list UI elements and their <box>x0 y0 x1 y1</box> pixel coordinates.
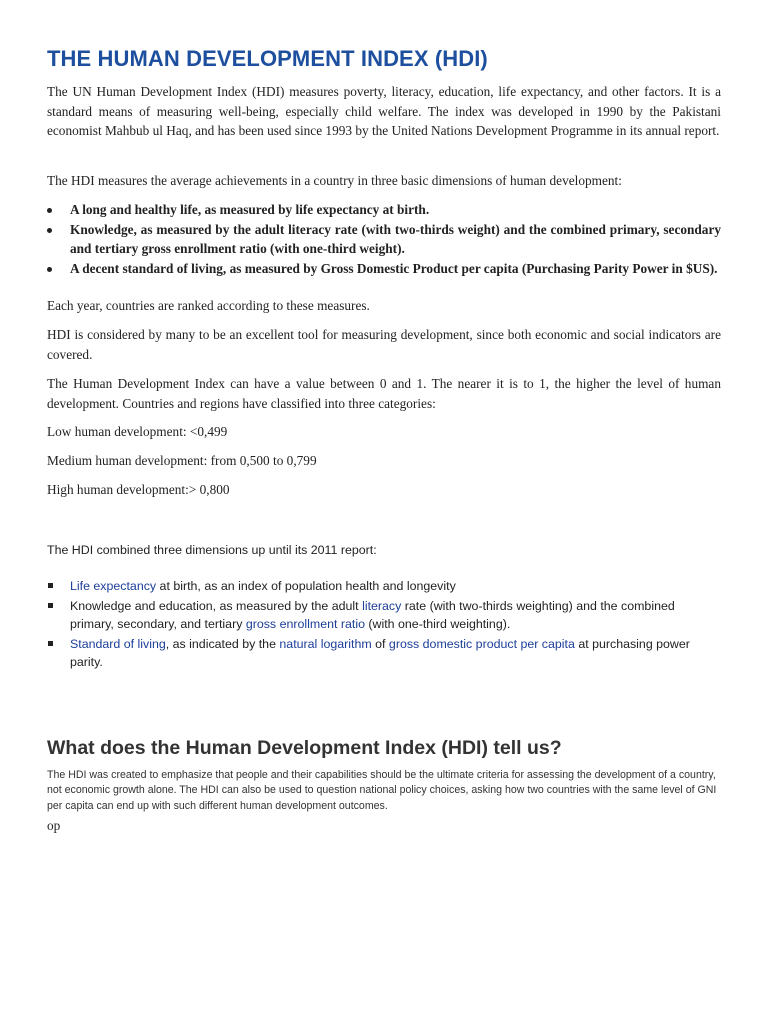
trailing-text: op <box>47 818 61 833</box>
natural-logarithm-link[interactable]: natural logarithm <box>279 636 372 651</box>
category-medium: Medium human development: from 0,500 to 0,799 <box>47 453 317 468</box>
bullet-icon <box>47 208 52 213</box>
combined-list <box>47 577 721 672</box>
range-paragraph: The Human Development Index can have a value between 0 and 1. The nearer it is to 1, the higher the level of human development. Countries and regions have classified into three categories: <box>47 376 721 411</box>
bullet-icon <box>47 267 52 272</box>
dimensions-list <box>47 200 721 278</box>
combined-intro: The HDI combined three dimensions up until its 2011 report: <box>47 543 377 557</box>
list-item: Standard of living, as indicated by the natural logarithm of gross domestic product per capita at purchasing power parity. <box>47 635 721 672</box>
intro-paragraph: The UN Human Development Index (HDI) measures poverty, literacy, education, life expectancy, and other factors. It is a standard means of measuring well-being, especially child welfare. The index was developed in 1990 by the Pakistani economist Mahbub ul Haq, and has been used since 1993 by the United Nations Development Programme in its annual report. <box>47 84 721 138</box>
page-title: THE HUMAN DEVELOPMENT INDEX (HDI) <box>47 46 488 71</box>
category-high: High human development:> 0,800 <box>47 482 230 497</box>
section-heading: What does the Human Development Index (HDI) tell us? <box>47 737 562 759</box>
square-bullet-icon <box>48 641 53 646</box>
life-expectancy-link[interactable]: Life expectancy <box>70 579 157 593</box>
standard-of-living-link[interactable]: Standard of living <box>70 636 166 651</box>
list-item: Life expectancy at birth, as an index of population health and longevity <box>47 577 721 596</box>
dimensions-intro: The HDI measures the average achievements in a country in three basic dimensions of human development: <box>47 173 622 188</box>
list-item: A decent standard of living, as measured by Gross Domestic Product per capita (Purchasing Parity Power in $US). <box>47 259 721 279</box>
bullet-icon <box>47 228 52 233</box>
tool-paragraph: HDI is considered by many to be an excellent tool for measuring development, since both economic and social indicators are covered. <box>47 327 721 362</box>
ranking-paragraph: Each year, countries are ranked according to these measures. <box>47 298 370 313</box>
gross-enrollment-ratio-link[interactable]: gross enrollment ratio <box>245 617 365 631</box>
square-bullet-icon <box>48 603 53 608</box>
category-low: Low human development: <0,499 <box>47 424 228 439</box>
list-item: A long and healthy life, as measured by life expectancy at birth. <box>47 200 721 220</box>
question-paragraph: The HDI was created to emphasize that people and their capabilities should be the ultimate criteria for assessing the development of a country, not economic growth alone. The HDI can also be used to question national policy choices, asking how two countries with the same level of GNI per capita can end up with such different human development outcomes. <box>47 769 717 812</box>
literacy-link[interactable]: literacy <box>362 598 402 613</box>
list-item: Knowledge and education, as measured by the adult literacy rate (with two-thirds weighting) and the combined primary, secondary, and tertiary gross enrollment ratio (with one-third weighting). <box>47 597 721 634</box>
list-item: Knowledge, as measured by the adult literacy rate (with two-thirds weight) and the combined primary, secondary and tertiary gross enrollment ratio (with one-third weight). <box>47 220 721 259</box>
gdp-per-capita-link[interactable]: gross domestic product per capita <box>388 636 575 651</box>
square-bullet-icon <box>48 583 53 588</box>
